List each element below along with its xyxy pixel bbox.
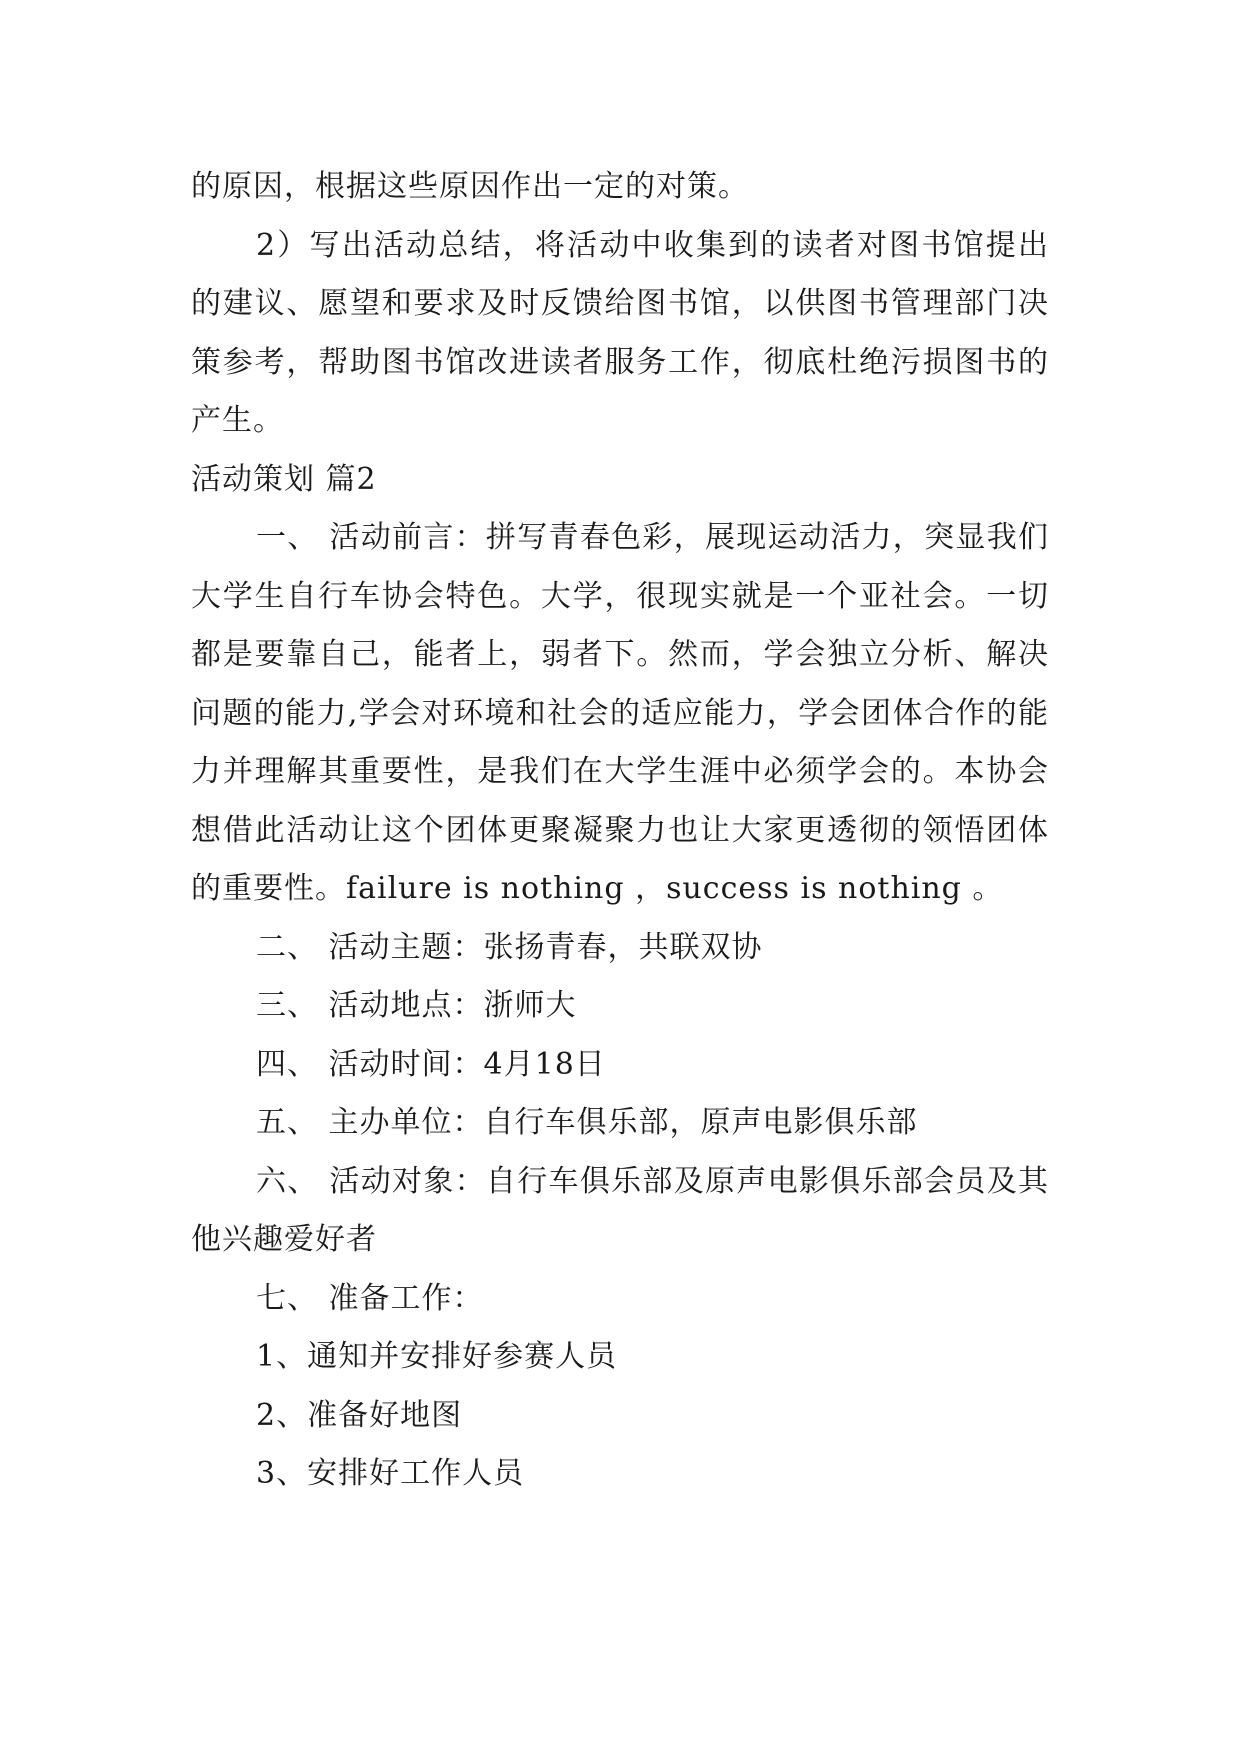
sub-item-2: 2、准备好地图 — [256, 1397, 463, 1433]
sub-item-3: 3、安排好工作人员 — [256, 1456, 525, 1491]
list-item-theme: 二、 活动主题：张扬青春，共联双协 — [256, 929, 763, 965]
list-item-time: 四、 活动时间：4月18日 — [256, 1046, 606, 1082]
document-body — [191, 158, 1049, 1504]
sub-item-1: 1、通知并安排好参赛人员 — [256, 1339, 618, 1374]
section-heading: 活动策划 篇2 — [191, 461, 377, 497]
list-item-organizer: 五、 主办单位：自行车俱乐部，原声电影俱乐部 — [256, 1105, 918, 1140]
list-item-preparation: 七、 准备工作： — [256, 1280, 484, 1316]
paragraph-preface: 一、 活动前言：拼写青春色彩，展现运动活力，突显我们大学生自行车协会特色。大学，很现实就是一个亚社会。一切都是要靠自己，能者上，弱者下。然而，学会独立分析、解决问题的能力,学会对环境和社会的适应能力，学会团体合作的能力并理解其重要性，是我们在大学生涯中必须学会的。本协会想借此活动让这个团体更聚凝聚力也让大家更透彻的领悟团体的重要性。failure is nothing ，success is nothing 。 — [191, 520, 1049, 906]
paragraph-continuation: 的原因，根据这些原因作出一定的对策。 — [191, 169, 749, 204]
list-item-audience: 六、 活动对象：自行车俱乐部及原声电影俱乐部会员及其他兴趣爱好者 — [191, 1163, 1049, 1257]
paragraph-summary: 2）写出活动总结，将活动中收集到的读者对图书馆提出的建议、愿望和要求及时反馈给图书馆，以供图书管理部门决策参考，帮助图书馆改进读者服务工作，彻底杜绝污损图书的产生。 — [191, 227, 1049, 438]
list-item-location: 三、 活动地点：浙师大 — [256, 988, 577, 1023]
